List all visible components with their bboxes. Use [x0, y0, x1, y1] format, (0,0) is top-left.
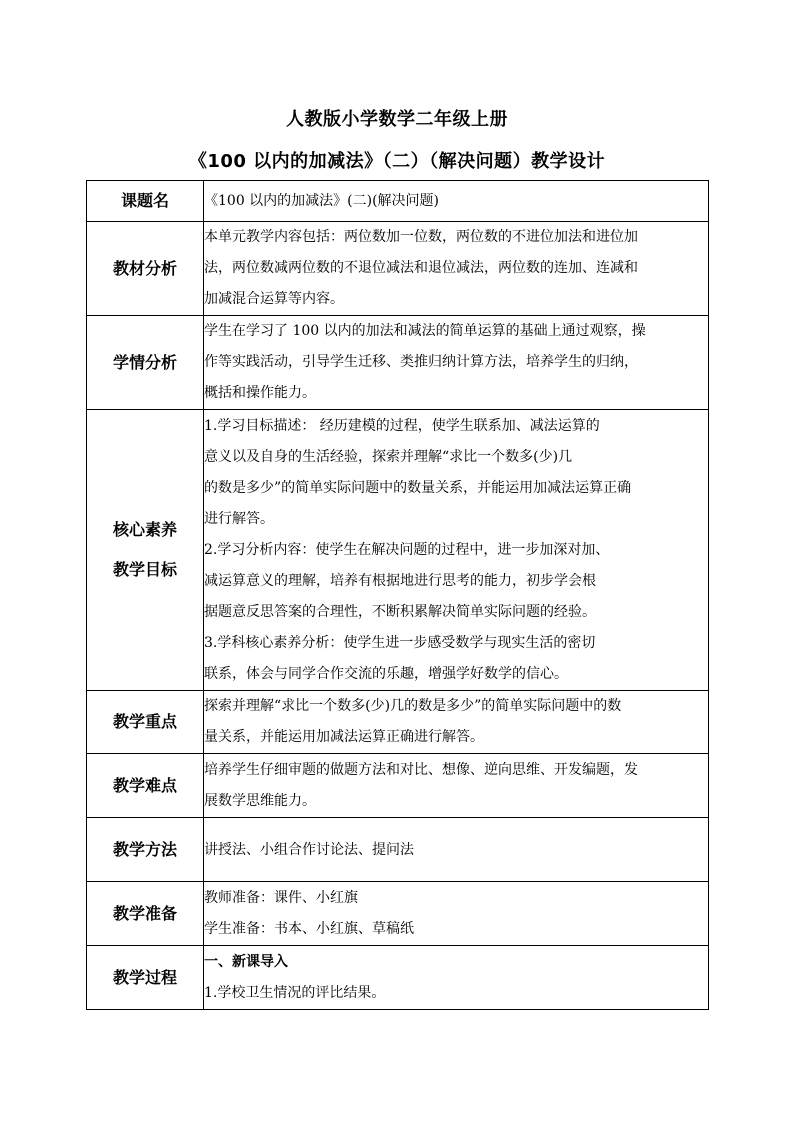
row-content-student: [204, 316, 709, 410]
text-line: 教师准备：课件、小红旗: [204, 889, 358, 906]
row-content-process: [204, 946, 709, 1010]
text-line: 1.学校卫生情况的评比结果。: [204, 984, 386, 1001]
row-content-goals: [204, 410, 709, 691]
text-line: 法，两位数减两位数的不退位减法和退位减法，两位数的连加、连减和: [204, 260, 638, 276]
table-row-key-points: [87, 691, 709, 754]
text-line: 1.学习目标描述： 经历建模的过程，使学生联系加、减法运算的: [204, 417, 600, 434]
text-line: 量关系，并能运用加减法运算正确进行解答。: [204, 729, 484, 745]
text-line: 意义以及自身的生活经验，探索并理解“求比一个数多(少)几: [204, 448, 573, 465]
row-label-key-points: 教学重点: [87, 691, 204, 754]
row-label-goals: [87, 410, 204, 691]
text-line: 学生准备：书本、小红旗、草稿纸: [204, 920, 414, 937]
goals-label-line1: 核心素养: [112, 520, 177, 539]
table-row-preparation: [87, 882, 709, 946]
text-line: 加减混合运算等内容。: [204, 291, 344, 307]
text-line: 减运算意义的理解，培养有根据地进行思考的能力，初步学会根: [204, 572, 596, 589]
row-label-methods: 教学方法: [87, 818, 204, 882]
row-content-key-points: [204, 691, 709, 754]
row-label-material: 教材分析: [87, 222, 204, 316]
document-title-line1: 人教版小学数学二年级上册: [286, 109, 508, 130]
table-row-topic: [87, 181, 709, 222]
text-line: 联系，体会与同学合作交流的乐趣，增强学好数学的信心。: [204, 665, 568, 682]
lesson-plan-table: [86, 180, 709, 1010]
document-title-line2: 《100 以内的加减法》（二）（解决问题）教学设计: [188, 151, 606, 172]
table-row-process: [87, 946, 709, 1010]
text-line: 展数学思维能力。: [204, 792, 316, 809]
row-label-student: 学情分析: [87, 316, 204, 410]
table-row-goals: [87, 410, 709, 691]
process-heading: 一、新课导入: [204, 953, 288, 970]
text-line: 2.学习分析内容：使学生在解决问题的过程中，进一步加深对加、: [204, 541, 610, 558]
row-label-topic: 课题名: [87, 181, 204, 222]
text-line: 探索并理解“求比一个数多(少)几的数是多少”的简单实际问题中的数: [204, 698, 622, 714]
table-row-student: [87, 316, 709, 410]
topic-text: 《100 以内的加减法》(二)(解决问题): [204, 193, 440, 209]
row-label-preparation: 教学准备: [87, 882, 204, 946]
table-row-material: [87, 222, 709, 316]
goals-label-line2: 教学目标: [112, 560, 177, 579]
row-content-preparation: [204, 882, 709, 946]
methods-text: 讲授法、小组合作讨论法、提问法: [204, 841, 414, 858]
text-line: 进行解答。: [204, 510, 274, 527]
text-line: 本单元教学内容包括：两位数加一位数，两位数的不进位加法和进位加: [204, 229, 638, 245]
row-content-material: [204, 222, 709, 316]
text-line: 培养学生仔细审题的做题方法和对比、想像、逆向思维、开发编题，发: [204, 761, 638, 778]
text-line: 概括和操作能力。: [204, 385, 316, 401]
table-row-methods: [87, 818, 709, 882]
text-line: 据题意反思答案的合理性，不断积累解决简单实际问题的经验。: [204, 603, 596, 620]
row-content-topic: [204, 181, 709, 222]
text-line: 3.学科核心素养分析：使学生进一步感受数学与现实生活的密切: [204, 634, 596, 651]
row-label-difficulties: 教学难点: [87, 754, 204, 818]
row-content-methods: [204, 818, 709, 882]
row-content-difficulties: [204, 754, 709, 818]
table-row-difficulties: [87, 754, 709, 818]
text-line: 学生在学习了 100 以内的加法和减法的简单运算的基础上通过观察，操: [204, 323, 646, 339]
text-line: 的数是多少”的简单实际问题中的数量关系，并能运用加减法运算正确: [204, 479, 632, 496]
text-line: 作等实践活动，引导学生迁移、类推归纳计算方法，培养学生的归纳，: [204, 354, 638, 370]
row-label-process: 教学过程: [87, 946, 204, 1010]
